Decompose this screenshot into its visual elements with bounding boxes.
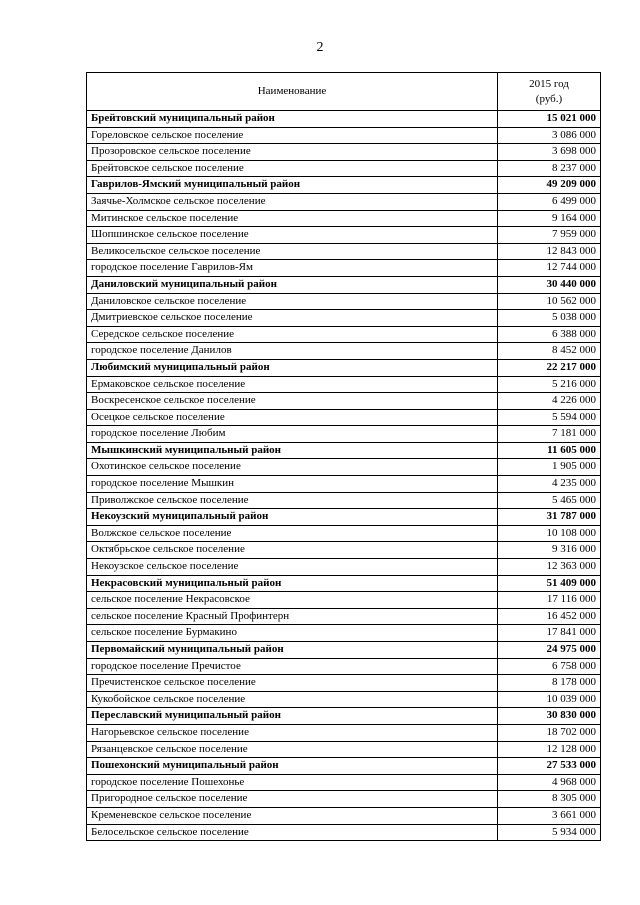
settlement-row: [87, 542, 601, 559]
settlement-value: 5 465 000: [498, 492, 601, 509]
district-name: Некрасовский муниципальный район: [87, 575, 498, 592]
settlement-row: [87, 592, 601, 609]
settlement-name: Гореловское сельское поселение: [87, 127, 498, 144]
table-body: [87, 111, 601, 841]
settlement-name: городское поселение Мышкин: [87, 476, 498, 493]
settlement-row: [87, 824, 601, 841]
district-name: Некоузский муниципальный район: [87, 509, 498, 526]
settlement-row: [87, 525, 601, 542]
settlement-row: [87, 409, 601, 426]
district-row: [87, 111, 601, 128]
settlement-row: [87, 741, 601, 758]
page-number: 2: [316, 40, 324, 55]
settlement-value: 6 499 000: [498, 193, 601, 210]
settlement-row: [87, 210, 601, 227]
settlement-row: [87, 193, 601, 210]
settlement-row: [87, 559, 601, 576]
settlement-row: [87, 227, 601, 244]
settlement-row: [87, 492, 601, 509]
settlement-value: 5 934 000: [498, 824, 601, 841]
settlement-value: 5 038 000: [498, 310, 601, 327]
settlement-value: 16 452 000: [498, 608, 601, 625]
settlement-name: сельское поселение Красный Профинтерн: [87, 608, 498, 625]
settlement-row: [87, 691, 601, 708]
settlement-value: 10 039 000: [498, 691, 601, 708]
settlement-value: 6 388 000: [498, 326, 601, 343]
settlement-row: [87, 675, 601, 692]
settlement-value: 9 164 000: [498, 210, 601, 227]
district-name: Любимский муниципальный район: [87, 359, 498, 376]
settlement-value: 8 178 000: [498, 675, 601, 692]
settlement-value: 1 905 000: [498, 459, 601, 476]
district-row: [87, 758, 601, 775]
settlement-row: [87, 243, 601, 260]
settlement-name: Брейтовское сельское поселение: [87, 160, 498, 177]
settlement-name: городское поселение Любим: [87, 426, 498, 443]
settlement-row: [87, 343, 601, 360]
settlement-value: 5 216 000: [498, 376, 601, 393]
settlement-value: 3 661 000: [498, 807, 601, 824]
settlement-value: 3 086 000: [498, 127, 601, 144]
settlement-name: Дмитриевское сельское поселение: [87, 310, 498, 327]
settlement-value: 3 698 000: [498, 144, 601, 161]
settlement-row: [87, 459, 601, 476]
column-header-year: [498, 73, 601, 111]
district-name: Гаврилов-Ямский муниципальный район: [87, 177, 498, 194]
district-value: 31 787 000: [498, 509, 601, 526]
settlement-value: 12 843 000: [498, 243, 601, 260]
settlement-row: [87, 160, 601, 177]
settlement-value: 17 841 000: [498, 625, 601, 642]
settlement-value: 7 181 000: [498, 426, 601, 443]
district-value: 30 830 000: [498, 708, 601, 725]
settlement-name: Октябрьское сельское поселение: [87, 542, 498, 559]
district-value: 22 217 000: [498, 359, 601, 376]
settlement-row: [87, 724, 601, 741]
district-row: [87, 276, 601, 293]
settlement-name: Осецкое сельское поселение: [87, 409, 498, 426]
district-row: [87, 442, 601, 459]
district-row: [87, 359, 601, 376]
settlement-value: 8 452 000: [498, 343, 601, 360]
settlement-value: 12 128 000: [498, 741, 601, 758]
settlement-value: 4 968 000: [498, 774, 601, 791]
district-value: 11 605 000: [498, 442, 601, 459]
district-row: [87, 575, 601, 592]
district-value: 49 209 000: [498, 177, 601, 194]
settlement-name: городское поселение Данилов: [87, 343, 498, 360]
settlement-value: 8 237 000: [498, 160, 601, 177]
district-name: Первомайский муниципальный район: [87, 642, 498, 659]
settlement-name: Пречистенское сельское поселение: [87, 675, 498, 692]
settlement-row: [87, 774, 601, 791]
settlement-name: Волжское сельское поселение: [87, 525, 498, 542]
settlement-name: Приволжское сельское поселение: [87, 492, 498, 509]
settlement-value: 9 316 000: [498, 542, 601, 559]
column-header-name: Наименование: [87, 73, 498, 111]
settlement-row: [87, 326, 601, 343]
settlement-row: [87, 658, 601, 675]
settlement-name: Прозоровское сельское поселение: [87, 144, 498, 161]
table-header-row: [87, 73, 601, 111]
settlement-row: [87, 625, 601, 642]
settlement-name: сельское поселение Бурмакино: [87, 625, 498, 642]
column-header-year-line1: 2015 год: [529, 77, 569, 90]
settlement-name: Воскресенское сельское поселение: [87, 393, 498, 410]
district-row: [87, 177, 601, 194]
settlement-value: 12 744 000: [498, 260, 601, 277]
settlement-row: [87, 791, 601, 808]
settlement-name: Нагорьевское сельское поселение: [87, 724, 498, 741]
settlement-row: [87, 393, 601, 410]
settlement-value: 4 235 000: [498, 476, 601, 493]
settlement-name: Пригородное сельское поселение: [87, 791, 498, 808]
settlement-value: 5 594 000: [498, 409, 601, 426]
settlement-row: [87, 476, 601, 493]
district-value: 15 021 000: [498, 111, 601, 128]
district-name: Пошехонский муниципальный район: [87, 758, 498, 775]
settlement-value: 7 959 000: [498, 227, 601, 244]
settlement-value: 10 562 000: [498, 293, 601, 310]
settlement-name: Кременевское сельское поселение: [87, 807, 498, 824]
district-row: [87, 708, 601, 725]
settlement-name: Середское сельское поселение: [87, 326, 498, 343]
settlement-name: городское поселение Гаврилов-Ям: [87, 260, 498, 277]
district-row: [87, 642, 601, 659]
district-name: Даниловский муниципальный район: [87, 276, 498, 293]
settlement-value: 6 758 000: [498, 658, 601, 675]
settlement-name: городское поселение Пречистое: [87, 658, 498, 675]
settlement-name: Ермаковское сельское поселение: [87, 376, 498, 393]
column-header-year-line2: (руб.): [535, 92, 563, 105]
settlement-value: 17 116 000: [498, 592, 601, 609]
settlement-name: Некоузское сельское поселение: [87, 559, 498, 576]
budget-table: [86, 72, 601, 841]
settlement-name: Митинское сельское поселение: [87, 210, 498, 227]
settlement-row: [87, 260, 601, 277]
settlement-row: [87, 310, 601, 327]
settlement-row: [87, 376, 601, 393]
settlement-name: сельское поселение Некрасовское: [87, 592, 498, 609]
settlement-name: Рязанцевское сельское поселение: [87, 741, 498, 758]
settlement-name: Охотинское сельское поселение: [87, 459, 498, 476]
settlement-name: Заячье-Холмское сельское поселение: [87, 193, 498, 210]
settlement-name: Белосельское сельское поселение: [87, 824, 498, 841]
settlement-value: 12 363 000: [498, 559, 601, 576]
settlement-name: Кукобойское сельское поселение: [87, 691, 498, 708]
district-value: 24 975 000: [498, 642, 601, 659]
district-name: Переславский муниципальный район: [87, 708, 498, 725]
district-row: [87, 509, 601, 526]
settlement-name: Шопшинское сельское поселение: [87, 227, 498, 244]
district-value: 27 533 000: [498, 758, 601, 775]
settlement-row: [87, 127, 601, 144]
district-name: Мышкинский муниципальный район: [87, 442, 498, 459]
district-name: Брейтовский муниципальный район: [87, 111, 498, 128]
district-value: 51 409 000: [498, 575, 601, 592]
settlement-row: [87, 426, 601, 443]
settlement-row: [87, 807, 601, 824]
settlement-value: 8 305 000: [498, 791, 601, 808]
settlement-value: 10 108 000: [498, 525, 601, 542]
settlement-value: 18 702 000: [498, 724, 601, 741]
settlement-row: [87, 293, 601, 310]
settlement-name: городское поселение Пошехонье: [87, 774, 498, 791]
district-value: 30 440 000: [498, 276, 601, 293]
settlement-row: [87, 144, 601, 161]
settlement-value: 4 226 000: [498, 393, 601, 410]
settlement-row: [87, 608, 601, 625]
settlement-name: Великосельское сельское поселение: [87, 243, 498, 260]
settlement-name: Даниловское сельское поселение: [87, 293, 498, 310]
